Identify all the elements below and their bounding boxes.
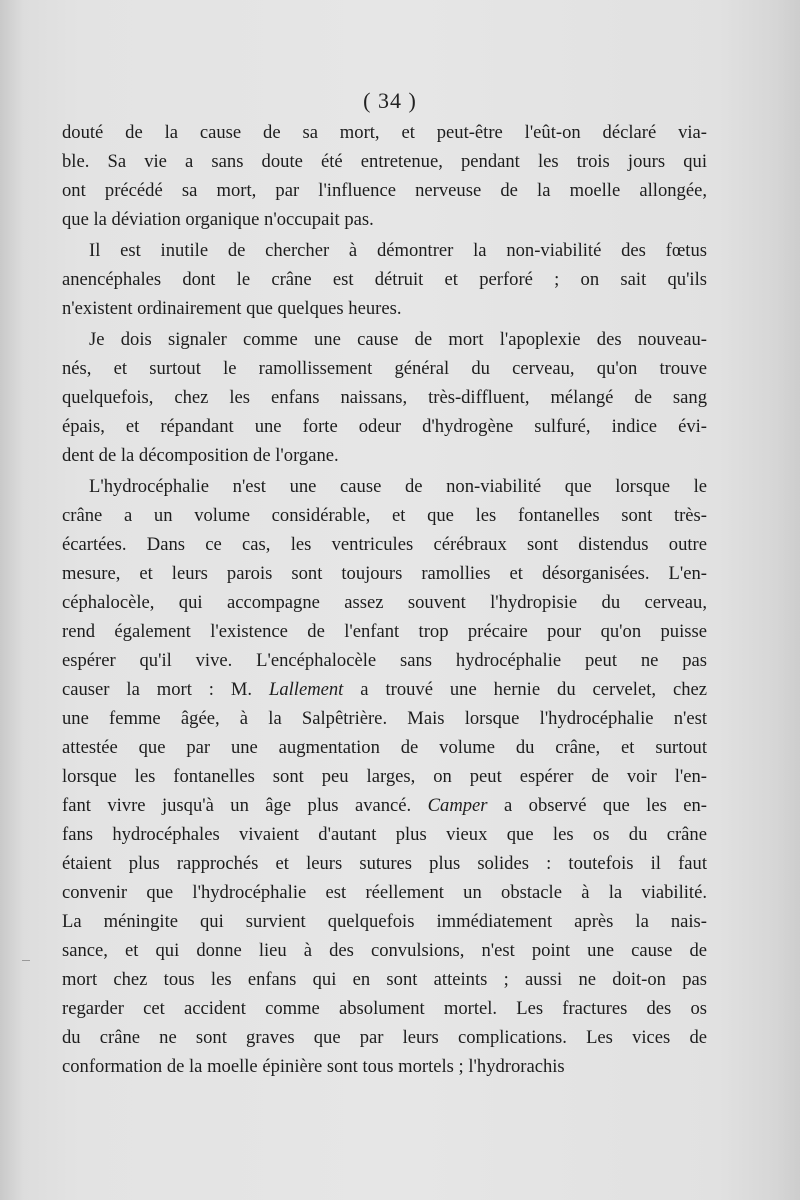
text-line: du crâne ne sont graves que par leurs complications. Les vices de [62, 1027, 707, 1048]
text-line: espérer qu'il vive. L'encéphalocèle sans hydrocéphalie peut ne pas [62, 650, 707, 671]
text-line: ble. Sa vie a sans doute été entretenue, pendant les trois jours qui [62, 151, 707, 172]
text-line: une femme âgée, à la Salpêtrière. Mais lorsque l'hydrocéphalie n'est [62, 708, 707, 729]
text-line: regarder cet accident comme absolument mortel. Les fractures des os [62, 998, 707, 1019]
margin-mark [22, 960, 30, 961]
text-line: La méningite qui survient quelquefois immédiatement après la nais- [62, 911, 707, 932]
text-line: épais, et répandant une forte odeur d'hydrogène sulfuré, indice évi- [62, 416, 707, 437]
text-line: mort chez tous les enfans qui en sont atteints ; aussi ne doit-on pas [62, 969, 707, 990]
text-line: douté de la cause de sa mort, et peut-être l'eût-on déclaré via- [62, 122, 707, 143]
text-line: Il est inutile de chercher à démontrer la non-viabilité des fœtus [89, 240, 707, 261]
paragraph [62, 236, 707, 323]
text-line: nés, et surtout le ramollissement général du cerveau, qu'on trouve [62, 358, 707, 379]
text-line: conformation de la moelle épinière sont tous mortels ; l'hydrorachis [62, 1056, 565, 1077]
text-line: que la déviation organique n'occupait pas. [62, 209, 374, 230]
paragraph [62, 325, 707, 470]
text-line: Je dois signaler comme une cause de mort l'apoplexie des nouveau- [89, 329, 707, 350]
text-line: écartées. Dans ce cas, les ventricules cérébraux sont distendus outre [62, 534, 707, 555]
text-line: quelquefois, chez les enfans naissans, très-diffluent, mélangé de sang [62, 387, 707, 408]
paragraph [62, 118, 707, 234]
text-line: crâne a un volume considérable, et que les fontanelles sont très- [62, 505, 707, 526]
text-line: L'hydrocéphalie n'est une cause de non-viabilité que lorsque le [89, 476, 707, 497]
text-line: fans hydrocéphales vivaient d'autant plus vieux que les os du crâne [62, 824, 707, 845]
text-line: céphalocèle, qui accompagne assez souvent l'hydropisie du cerveau, [62, 592, 707, 613]
text-line: étaient plus rapprochés et leurs sutures plus solides : toutefois il faut [62, 853, 707, 874]
text-line: fant vivre jusqu'à un âge plus avancé. Camper a observé que les en- [62, 795, 707, 816]
text-line: rend également l'existence de l'enfant trop précaire pour qu'on puisse [62, 621, 707, 642]
text-line: mesure, et leurs parois sont toujours ramollies et désorganisées. L'en- [62, 563, 707, 584]
body-text [62, 118, 707, 1081]
page-number: ( 34 ) [363, 88, 417, 113]
text-line: n'existent ordinairement que quelques heures. [62, 298, 402, 319]
text-line: convenir que l'hydrocéphalie est réellement un obstacle à la viabilité. [62, 882, 707, 903]
text-line: ont précédé sa mort, par l'influence nerveuse de la moelle allongée, [62, 180, 707, 201]
text-line: lorsque les fontanelles sont peu larges, on peut espérer de voir l'en- [62, 766, 707, 787]
text-line: dent de la décomposition de l'organe. [62, 445, 339, 466]
paragraph [62, 472, 707, 1081]
text-line: anencéphales dont le crâne est détruit et perforé ; on sait qu'ils [62, 269, 707, 290]
text-line: attestée que par une augmentation de volume du crâne, et surtout [62, 737, 707, 758]
text-line: causer la mort : M. Lallement a trouvé une hernie du cervelet, chez [62, 679, 707, 700]
text-line: sance, et qui donne lieu à des convulsions, n'est point une cause de [62, 940, 707, 961]
